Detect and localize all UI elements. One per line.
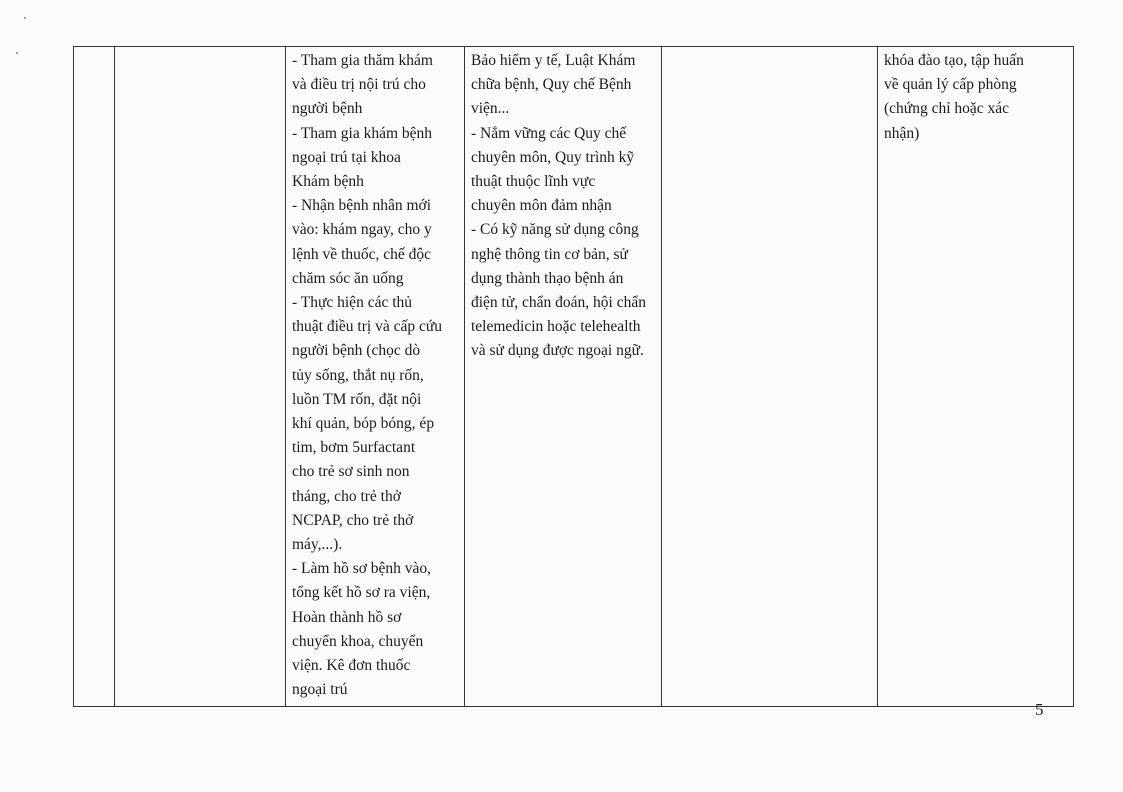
text-line: chuyên môn, Quy trình kỹ (471, 148, 635, 166)
text-line: chuyên môn đảm nhận (471, 197, 612, 215)
text-line: chuyển khoa, chuyển (292, 632, 424, 650)
text-line: nhận) (884, 124, 920, 142)
training-text (884, 49, 1067, 146)
text-line: NCPAP, cho trẻ thở (292, 511, 414, 529)
text-line: người bệnh (chọc dò (292, 342, 421, 360)
table-cell-position (115, 47, 286, 707)
table-row (74, 47, 1074, 707)
text-line: và sử dụng được ngoại ngữ. (471, 342, 644, 360)
requirements-table (73, 46, 1074, 707)
text-line: ngoại trú (292, 681, 348, 699)
text-line: lệnh về thuốc, chế độc (292, 245, 432, 263)
text-line: telemedicin hoặc telehealth (471, 318, 641, 336)
duties-text (292, 49, 458, 702)
text-line: về quản lý cấp phòng (884, 76, 1017, 94)
text-line: chăm sóc ăn uống (292, 269, 404, 287)
text-line: - Thực hiện các thủ (292, 294, 413, 312)
text-line: - Có kỹ năng sử dụng công (471, 221, 639, 239)
text-line: viện... (471, 100, 510, 118)
text-line: và điều trị nội trú cho (292, 76, 426, 94)
text-line: thuật thuộc lĩnh vực (471, 173, 596, 191)
text-line: ngoại trú tại khoa (292, 148, 401, 166)
scan-speck (24, 17, 26, 19)
text-line: nghệ thông tin cơ bản, sử (471, 245, 628, 263)
text-line: - Nắm vững các Quy chế (471, 124, 627, 142)
text-line: khí quản, bóp bóng, ép (292, 415, 435, 433)
table-cell-requirements (465, 47, 662, 707)
text-line: thuật điều trị và cấp cứu (292, 318, 442, 336)
text-line: khóa đào tạo, tập huấn (884, 52, 1024, 69)
scan-speck (16, 52, 18, 54)
text-line: điện tử, chẩn đoán, hội chẩn (471, 294, 646, 312)
text-line: cho trẻ sơ sinh non (292, 463, 410, 481)
table-cell-duties (286, 47, 465, 707)
text-line: người bệnh (292, 100, 363, 118)
table-cell-training (878, 47, 1074, 707)
text-line: máy,...). (292, 536, 343, 554)
text-line: - Nhận bệnh nhân mới (292, 197, 432, 215)
text-line: Hoàn thành hồ sơ (292, 608, 402, 626)
text-line: viện. Kê đơn thuốc (292, 657, 411, 675)
text-line: chữa bệnh, Quy chế Bệnh (471, 76, 632, 94)
text-line: - Tham gia khám bệnh (292, 124, 433, 142)
text-line: - Làm hồ sơ bệnh vào, (292, 560, 432, 578)
table-cell-index (74, 47, 115, 707)
text-line: dụng thành thạo bệnh án (471, 269, 624, 287)
text-line: tháng, cho trẻ thở (292, 487, 401, 505)
text-line: (chứng chỉ hoặc xác (884, 100, 1010, 118)
text-line: luồn TM rốn, đặt nội (292, 390, 422, 408)
text-line: Khám bệnh (292, 173, 364, 191)
text-line: Bảo hiểm y tế, Luật Khám (471, 52, 636, 69)
text-line: tủy sống, thắt nụ rốn, (292, 366, 424, 384)
requirements-text (471, 49, 655, 364)
text-line: tim, bơm 5urfactant (292, 439, 416, 457)
page-number: 5 (1035, 700, 1044, 719)
text-line: - Tham gia thăm khám (292, 52, 433, 69)
table-cell-empty (662, 47, 878, 707)
text-line: vào: khám ngay, cho y (292, 221, 432, 239)
text-line: tổng kết hồ sơ ra viện, (292, 584, 431, 602)
